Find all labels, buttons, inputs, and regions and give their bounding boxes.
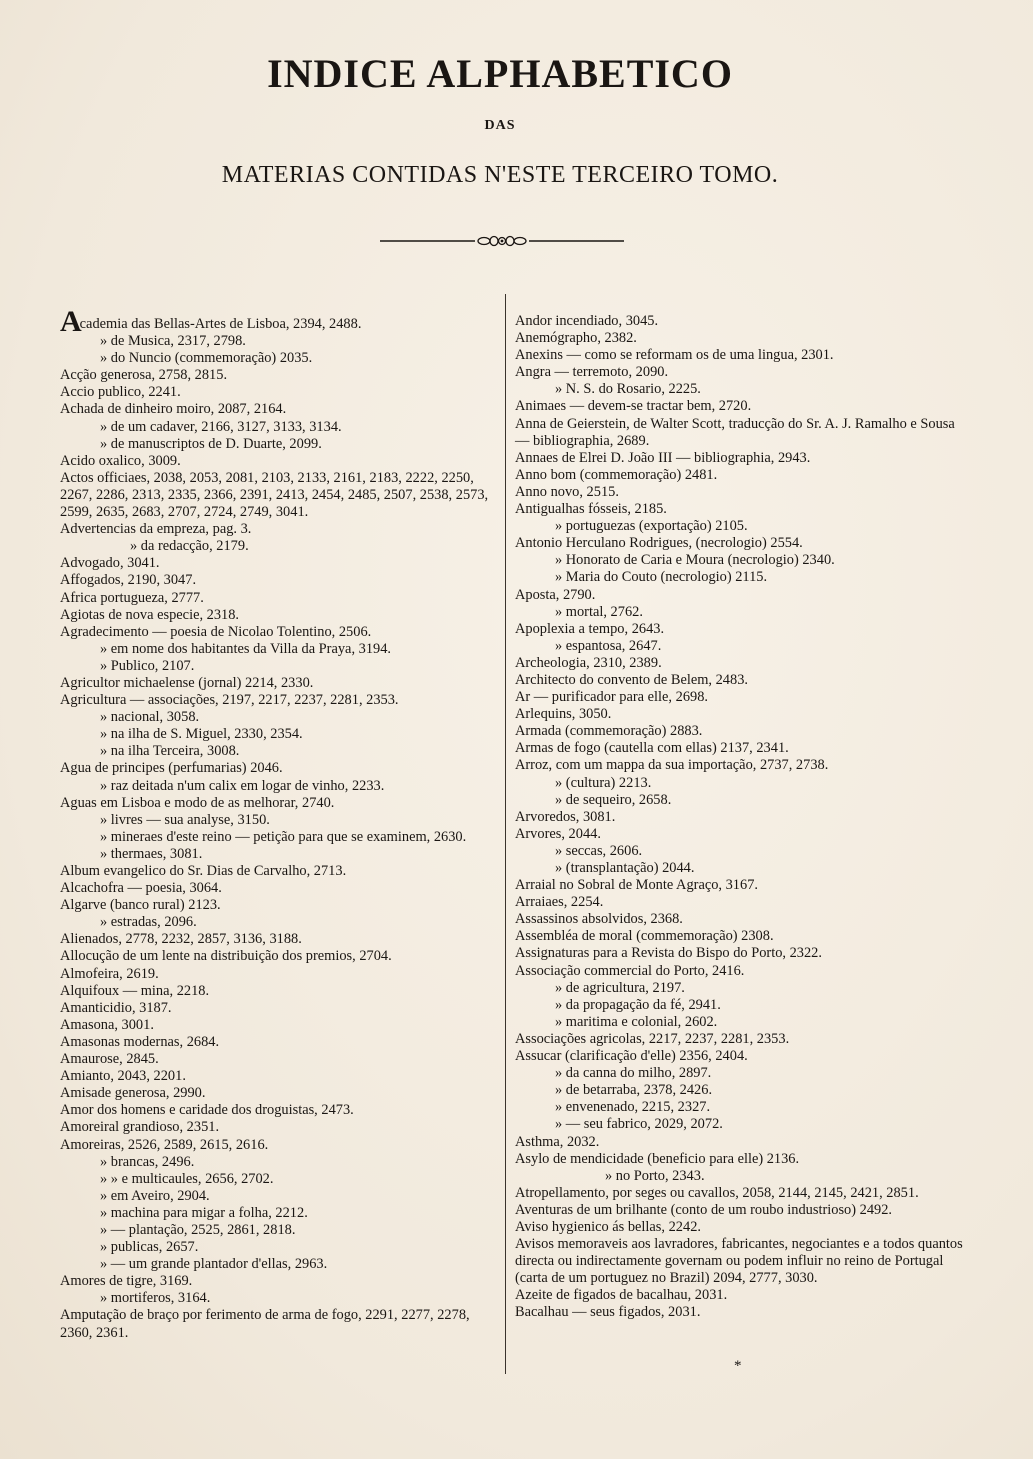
index-entry: » publicas, 2657. bbox=[100, 1239, 199, 1256]
index-entry: » de sequeiro, 2658. bbox=[555, 791, 672, 808]
index-entry: Agricultura — associações, 2197, 2217, 2237, 2281, 2353. bbox=[60, 692, 399, 709]
index-entry: Advertencias da empreza, pag. 3. bbox=[60, 521, 252, 538]
index-entry: » maritima e colonial, 2602. bbox=[555, 1013, 718, 1030]
index-entry: Asylo de mendicidade (beneficio para elle) 2136. bbox=[515, 1150, 800, 1167]
index-entry: » portuguezas (exportação) 2105. bbox=[555, 518, 748, 535]
index-entry: Almofeira, 2619. bbox=[60, 965, 159, 982]
index-entry: Associação commercial do Porto, 2416. bbox=[515, 962, 745, 979]
index-entry: » livres — sua analyse, 3150. bbox=[100, 811, 270, 828]
index-entry: Atropellamento, por seges ou cavallos, 2058, 2144, 2145, 2421, 2851. bbox=[515, 1184, 919, 1201]
index-entry: Annaes de Elrei D. João III — bibliographia, 2943. bbox=[515, 449, 811, 466]
index-entry: » seccas, 2606. bbox=[555, 842, 643, 859]
index-entry: Asthma, 2032. bbox=[515, 1133, 600, 1150]
index-entry: Algarve (banco rural) 2123. bbox=[60, 897, 221, 914]
index-entry: » Publico, 2107. bbox=[100, 657, 195, 674]
index-entry: » espantosa, 2647. bbox=[555, 637, 662, 654]
index-entry: Anno novo, 2515. bbox=[515, 483, 619, 500]
index-entry: Amputação de braço por ferimento de arma de fogo, 2291, 2277, 2278, 2360, 2361. bbox=[60, 1307, 470, 1341]
index-entry: » de betarraba, 2378, 2426. bbox=[555, 1082, 713, 1099]
index-entry: » — um grande plantador d'ellas, 2963. bbox=[100, 1256, 328, 1273]
index-entry: Alienados, 2778, 2232, 2857, 3136, 3188. bbox=[60, 931, 302, 948]
index-entry: Album evangelico do Sr. Dias de Carvalho, 2713. bbox=[60, 863, 347, 879]
index-entry: Anemógrapho, 2382. bbox=[515, 330, 637, 347]
index-entry: » raz deitada n'um calix em logar de vinho, 2233. bbox=[100, 777, 385, 794]
index-entry: » em nome dos habitantes da Villa da Praya, 3194. bbox=[100, 640, 392, 657]
index-entry: » brancas, 2496. bbox=[100, 1153, 195, 1170]
index-entry: » estradas, 2096. bbox=[100, 914, 197, 931]
index-entry: » — seu fabrico, 2029, 2072. bbox=[555, 1116, 723, 1133]
index-entry: Allocução de um lente na distribuição dos premios, 2704. bbox=[60, 948, 392, 965]
index-entry: » machina para migar a folha, 2212. bbox=[100, 1204, 308, 1221]
index-entry: » (cultura) 2213. bbox=[555, 774, 652, 791]
index-entry: » de manuscriptos de D. Duarte, 2099. bbox=[100, 435, 322, 452]
index-entry: Affogados, 2190, 3047. bbox=[60, 572, 197, 589]
index-entry: Anexins — como se reformam os de uma lingua, 2301. bbox=[515, 347, 834, 364]
index-entry: » de agricultura, 2197. bbox=[555, 979, 685, 996]
end-mark: * bbox=[734, 1358, 742, 1374]
index-entry: Archeologia, 2310, 2389. bbox=[515, 654, 662, 671]
index-column-left bbox=[60, 305, 500, 1342]
index-entry: » em Aveiro, 2904. bbox=[100, 1187, 210, 1204]
index-entry: Armada (commemoração) 2883. bbox=[515, 723, 703, 740]
index-entry: » de Musica, 2317, 2798. bbox=[100, 333, 246, 350]
index-entry: Africa portugueza, 2777. bbox=[60, 589, 204, 606]
index-entry: » mortal, 2762. bbox=[555, 603, 643, 620]
index-entry: Amaurose, 2845. bbox=[60, 1051, 159, 1068]
index-entry: » envenenado, 2215, 2327. bbox=[555, 1099, 711, 1116]
index-entry: Advogado, 3041. bbox=[60, 555, 160, 572]
index-entry: Arroz, com um mappa da sua importação, 2737, 2738. bbox=[515, 757, 829, 774]
index-entry: Amores de tigre, 3169. bbox=[60, 1273, 193, 1290]
index-entry: Agiotas de nova especie, 2318. bbox=[60, 606, 240, 623]
index-entry: Amanticidio, 3187. bbox=[60, 999, 172, 1016]
index-entry: » mortiferos, 3164. bbox=[100, 1290, 211, 1307]
index-entry: Alquifoux — mina, 2218. bbox=[60, 982, 210, 999]
index-entry: Anno bom (commemoração) 2481. bbox=[515, 466, 718, 483]
index-entry: » (transplantação) 2044. bbox=[555, 860, 695, 876]
index-entry: Aventuras de um brilhante (conto de um roubo industrioso) 2492. bbox=[515, 1201, 893, 1218]
index-entry: » — plantação, 2525, 2861, 2818. bbox=[100, 1221, 296, 1238]
index-entry: Ar — purificador para elle, 2698. bbox=[515, 689, 709, 706]
index-entry: Aposta, 2790. bbox=[515, 586, 596, 603]
index-entry: » Maria do Couto (necrologio) 2115. bbox=[555, 569, 768, 586]
index-entry: » na ilha Terceira, 3008. bbox=[100, 743, 240, 760]
index-entry: » N. S. do Rosario, 2225. bbox=[555, 381, 701, 398]
index-entry: » » e multicaules, 2656, 2702. bbox=[100, 1170, 274, 1187]
index-entry: Amoreiral grandioso, 2351. bbox=[60, 1119, 220, 1136]
index-entry: Amasona, 3001. bbox=[60, 1016, 154, 1033]
index-entry: Acido oxalico, 3009. bbox=[60, 452, 181, 469]
index-entry: Armas de fogo (cautella com ellas) 2137, 2341. bbox=[515, 740, 789, 757]
page-title: INDICE ALPHABETICO bbox=[267, 51, 733, 96]
index-entry: » thermaes, 3081. bbox=[100, 845, 203, 862]
index-entry: Assucar (clarificação d'elle) 2356, 2404. bbox=[515, 1048, 748, 1065]
index-entry: Bacalhau — seus figados, 2031. bbox=[515, 1304, 701, 1321]
index-entry: Amasonas modernas, 2684. bbox=[60, 1033, 220, 1050]
index-entry: Azeite de figados de bacalhau, 2031. bbox=[515, 1287, 728, 1304]
index-entry: Actos officiaes, 2038, 2053, 2081, 2103, 2133, 2161, 2183, 2222, 2250, 2267, 2286, 2313, 2335, 2366, 2391, 2413, 2454, 2485, 2507, 2538, 2573, 2599, 2635, 2683, 2707, 2724, 2749, 3041. bbox=[60, 469, 489, 521]
index-entry: Alcachofra — poesia, 3064. bbox=[60, 880, 222, 897]
page-subtitle-connector: DAS bbox=[484, 118, 516, 133]
index-entry: Arlequins, 3050. bbox=[515, 706, 612, 723]
index-entry: Aguas em Lisboa e modo de as melhorar, 2740. bbox=[60, 794, 335, 811]
index-entry: » Honorato de Caria e Moura (necrologio) 2340. bbox=[555, 552, 835, 569]
index-entry: » da redacção, 2179. bbox=[130, 538, 249, 555]
index-entry: Agua de principes (perfumarias) 2046. bbox=[60, 760, 283, 777]
index-column-right bbox=[515, 313, 965, 1322]
index-entry: Academia das Bellas-Artes de Lisboa, 2394, 2488. bbox=[60, 305, 362, 338]
index-entry: Avisos memoraveis aos lavradores, fabricantes, negociantes e a todos quantos directa ou indirectamente governam ou podem influir no reino de Portugal (carta de um portuguez no Brazil) 2094, 2777, 3030. bbox=[515, 1236, 963, 1287]
index-entry: Assembléa de moral (commemoração) 2308. bbox=[515, 928, 774, 945]
index-entry: Antigualhas fósseis, 2185. bbox=[515, 501, 667, 518]
index-entry: Accio publico, 2241. bbox=[60, 384, 181, 401]
index-entry: Aviso hygienico ás bellas, 2242. bbox=[515, 1218, 701, 1235]
index-entry: » mineraes d'este reino — petição para que se examinem, 2630. bbox=[100, 828, 467, 845]
index-entry: » do Nuncio (commemoração) 2035. bbox=[100, 350, 313, 367]
page-subtitle: MATERIAS CONTIDAS N'ESTE TERCEIRO TOMO. bbox=[221, 162, 779, 188]
index-entry: Arraial no Sobral de Monte Agraço, 3167. bbox=[515, 877, 758, 894]
index-entry: Arvores, 2044. bbox=[515, 825, 601, 842]
column-divider bbox=[505, 294, 506, 1374]
index-entry: » da canna do milho, 2897. bbox=[555, 1065, 712, 1082]
index-entry: Apoplexia a tempo, 2643. bbox=[515, 620, 665, 637]
index-entry: » da propagação da fé, 2941. bbox=[555, 996, 721, 1013]
index-entry: Associações agricolas, 2217, 2237, 2281, 2353. bbox=[515, 1030, 790, 1047]
index-entry: Assignaturas para a Revista do Bispo do Porto, 2322. bbox=[515, 945, 822, 962]
index-entry: » de um cadaver, 2166, 3127, 3133, 3134. bbox=[100, 418, 342, 435]
ornament-divider-icon bbox=[380, 234, 624, 248]
index-entry: Anna de Geierstein, de Walter Scott, traducção do Sr. A. J. Ramalho e Sousa — bibliographia, 2689. bbox=[515, 415, 955, 449]
index-entry: Animaes — devem-se tractar bem, 2720. bbox=[515, 398, 752, 415]
index-entry: Angra — terremoto, 2090. bbox=[515, 364, 669, 381]
index-entry: Agradecimento — poesia de Nicolao Tolentino, 2506. bbox=[60, 623, 372, 640]
index-entry: Arvoredos, 3081. bbox=[515, 808, 616, 825]
index-entry: Amor dos homens e caridade dos droguistas, 2473. bbox=[60, 1102, 354, 1119]
index-entry: Antonio Herculano Rodrigues, (necrologio) 2554. bbox=[515, 535, 803, 552]
index-entry: Architecto do convento de Belem, 2483. bbox=[515, 671, 748, 688]
index-entry: » no Porto, 2343. bbox=[605, 1167, 705, 1184]
index-entry: » na ilha de S. Miguel, 2330, 2354. bbox=[100, 726, 303, 743]
index-entry: Andor incendiado, 3045. bbox=[515, 313, 659, 329]
index-entry: Assassinos absolvidos, 2368. bbox=[515, 911, 683, 928]
index-entry: Achada de dinheiro moiro, 2087, 2164. bbox=[60, 401, 287, 418]
index-entry: Arraiaes, 2254. bbox=[515, 894, 604, 911]
index-entry: Amianto, 2043, 2201. bbox=[60, 1068, 186, 1085]
index-entry: Amoreiras, 2526, 2589, 2615, 2616. bbox=[60, 1136, 269, 1153]
index-entry: Agricultor michaelense (jornal) 2214, 2330. bbox=[60, 674, 314, 691]
index-entry: » nacional, 3058. bbox=[100, 709, 200, 726]
index-entry: Acção generosa, 2758, 2815. bbox=[60, 367, 228, 384]
index-entry: Amisade generosa, 2990. bbox=[60, 1085, 206, 1102]
